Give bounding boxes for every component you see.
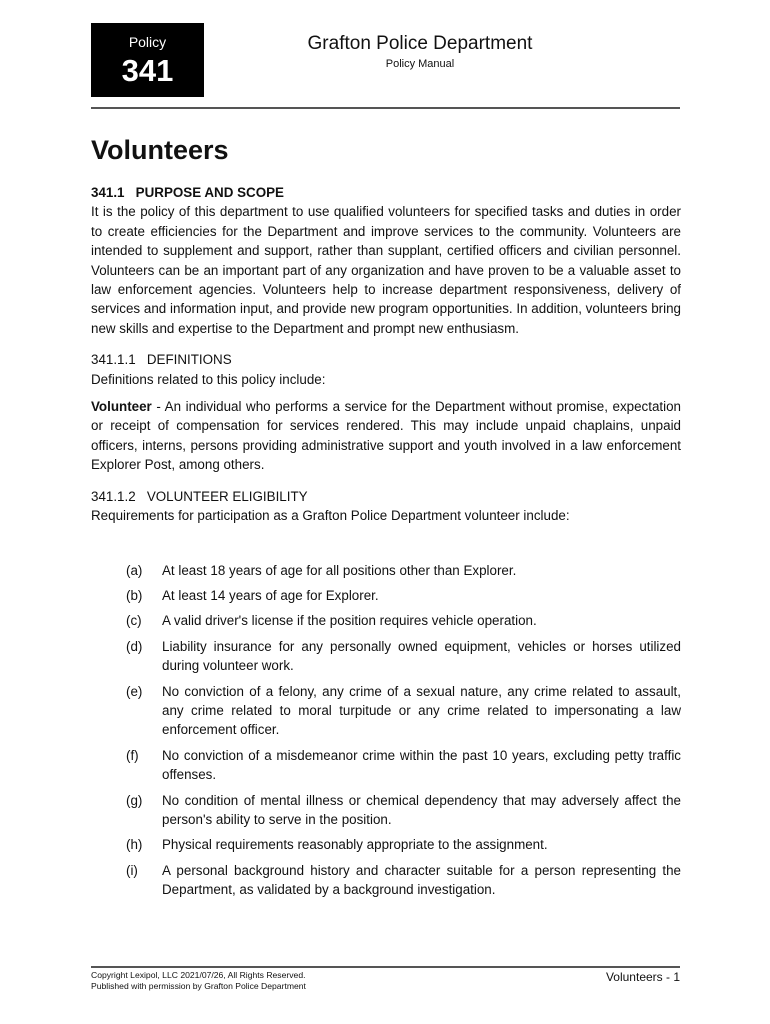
list-text: At least 18 years of age for all positions other than Explorer. <box>162 562 517 578</box>
list-item <box>91 682 681 740</box>
document-body <box>91 183 681 906</box>
footer-divider <box>91 966 680 968</box>
purpose-paragraph: It is the policy of this department to use qualified volunteers for specified tasks and duties in order to create efficiencies for the Department and improve services to the community. Volunteers are intended to supplement and support, rather than supplant, certified officers and civilian personnel. Volunteers can be an important part of any organization and have proven to be a valuable asset to law enforcement agencies. Volunteers help to increase department responsiveness, delivery of services and information input, and provide new program opportunities. In addition, volunteers bring new skills and expertise to the Department and prompt new enthusiasm. <box>91 204 681 336</box>
list-marker: (d) <box>126 638 143 654</box>
eligibility-intro: Requirements for participation as a Grafton Police Department volunteer include: <box>91 508 570 524</box>
list-item <box>91 611 681 630</box>
list-text: A valid driver's license if the position requires vehicle operation. <box>162 613 537 629</box>
page-number: Volunteers - 1 <box>605 970 680 984</box>
header-divider <box>91 107 680 109</box>
list-marker: (a) <box>126 562 143 578</box>
list-text: No condition of mental illness or chemical dependency that may adversely affect the person's ability to serve in the position. <box>162 792 681 827</box>
list-marker: (b) <box>126 587 143 603</box>
policy-badge <box>91 23 204 97</box>
list-item <box>91 861 681 900</box>
manual-label: Policy Manual <box>385 58 455 70</box>
list-marker: (c) <box>126 613 142 629</box>
list-text: No conviction of a misdemeanor crime within the past 10 years, excluding petty traffic offenses. <box>162 747 681 783</box>
list-item <box>91 561 681 580</box>
policy-number: 341 <box>121 53 174 88</box>
list-text: A personal background history and character suitable for a person representing the Department, as validated by a background investigation. <box>162 862 681 898</box>
copyright-text: Copyright Lexipol, LLC 2021/07/26, All Rights Reserved. <box>91 970 306 980</box>
definition-text: - An individual who performs a service for the Department without promise, expectation or receipt of compensation for services rendered. This may include unpaid chaplains, unpaid officers, interns, persons providing administrative support and youth involved in a law enforcement Explorer Post, among others. <box>91 399 681 473</box>
list-marker: (g) <box>126 792 143 808</box>
published-text: Published with permission by Grafton Police Department <box>91 981 306 991</box>
list-item <box>91 835 681 854</box>
volunteer-definition <box>91 397 681 475</box>
page-title: Volunteers <box>91 135 229 165</box>
list-marker: (h) <box>126 837 143 853</box>
section-heading-purpose: 341.1 PURPOSE AND SCOPE <box>91 185 284 200</box>
list-text: No conviction of a felony, any crime of a sexual nature, any crime related to assault, any crime related to moral turpitude or any crime related to impersonating a law enforcement officer. <box>162 683 681 738</box>
list-text: Physical requirements reasonably appropriate to the assignment. <box>162 837 548 853</box>
section-heading-eligibility: 341.1.2 VOLUNTEER ELIGIBILITY <box>91 488 308 504</box>
list-marker: (i) <box>126 862 138 878</box>
definition-term: Volunteer <box>91 399 152 415</box>
list-item <box>91 637 681 676</box>
footer-credits <box>91 970 306 992</box>
list-item <box>91 791 681 830</box>
list-item <box>91 586 681 605</box>
eligibility-list <box>91 561 681 900</box>
list-text: Liability insurance for any personally owned equipment, vehicles or horses utilized during volunteer work. <box>162 638 681 674</box>
definitions-intro: Definitions related to this policy include: <box>91 371 326 387</box>
list-marker: (f) <box>126 747 139 763</box>
department-name: Grafton Police Department <box>307 33 533 54</box>
list-item <box>91 746 681 785</box>
list-text: At least 14 years of age for Explorer. <box>162 587 379 603</box>
policy-label: Policy <box>128 34 167 50</box>
list-marker: (e) <box>126 683 143 699</box>
section-heading-definitions: 341.1.1 DEFINITIONS <box>91 352 232 368</box>
